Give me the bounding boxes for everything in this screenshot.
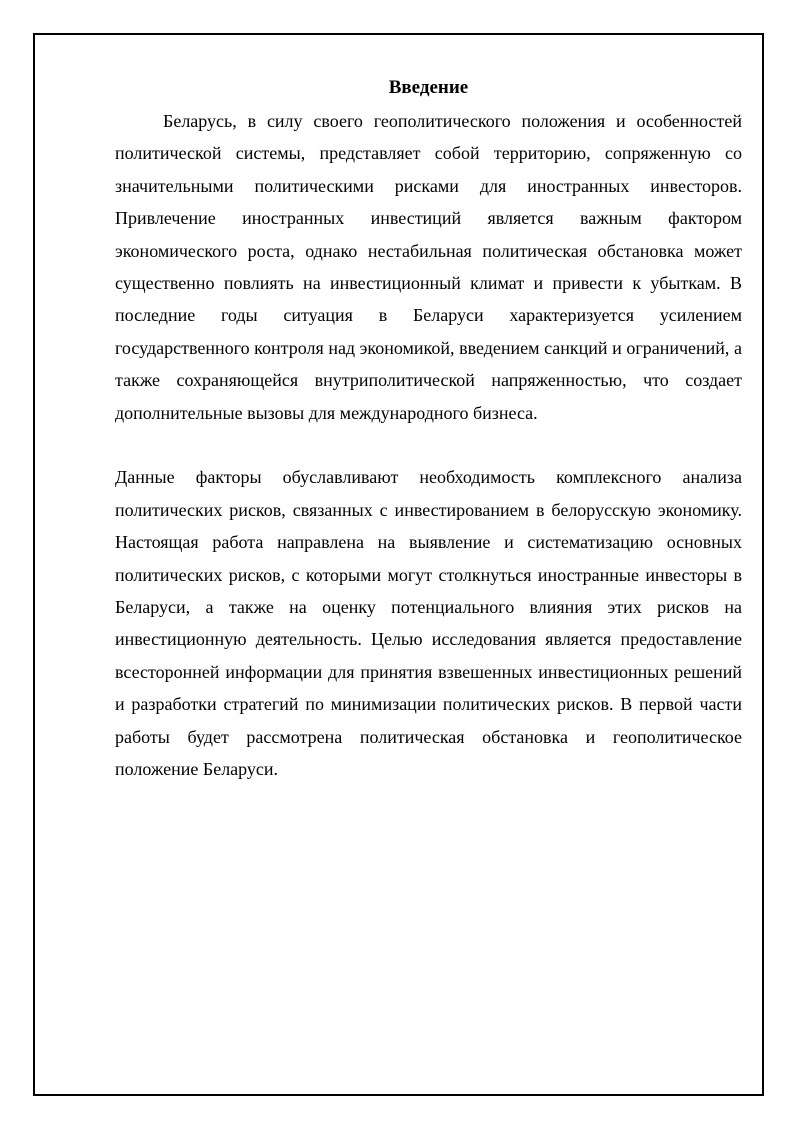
paragraph-purpose: Данные факторы обуславливают необходимость комплексного анализа политических рисков, связанных с инвестированием в белорусскую экономику. Настоящая работа направлена на выявление и систематизацию основных политических рисков, с которыми могут столкнуться иностранные инвесторы в Беларуси, а также на оценку потенциального влияния этих рисков на инвестиционную деятельность. Целью исследования является предоставление всесторонней информации для принятия взвешенных инвестиционных решений и разработки стратегий по минимизации политических рисков. В первой части работы будет рассмотрена политическая обстановка и геополитическое положение Беларуси. [115,467,742,780]
document-title: Введение [388,77,469,98]
paragraph-gap [115,429,742,461]
document-body [115,74,742,786]
paragraph-intro: Беларусь, в силу своего геополитического положения и особенностей политической системы, представляет собой территорию, сопряженную со значительными политическими рисками для иностранных инвесторов. Привлечение иностранных инвестиций является важным фактором экономического роста, однако нестабильная политическая обстановка может существенно повлиять на инвестиционный климат и привести к убыткам. В последние годы ситуация в Беларуси характеризуется усилением государственного контроля над экономикой, введением санкций и ограничений, а также сохраняющейся внутриполитической напряженностью, что создает дополнительные вызовы для международного бизнеса. [115,111,742,423]
